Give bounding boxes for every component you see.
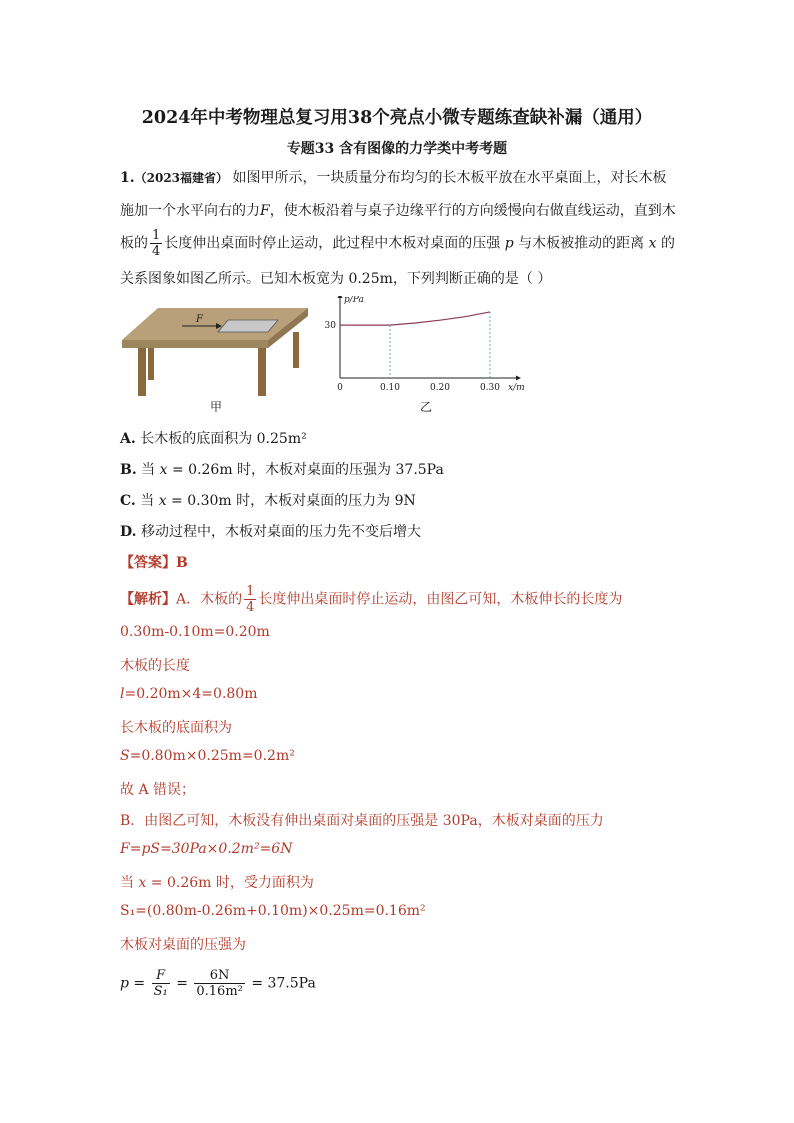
x-tick-label: 0.20 — [429, 383, 451, 393]
fraction-quarter: $\frac{1}{4}$ — [152, 228, 161, 259]
y-axis-arrow — [338, 296, 343, 298]
table-leg-front-left — [138, 348, 146, 396]
table-leg-back-right — [293, 332, 299, 368]
figure-yi-chart — [320, 296, 530, 396]
answer-line: 【答案】B — [120, 555, 188, 571]
y-axis-label: p/Pa — [344, 296, 364, 305]
analysis-calc-2: l=0.20m×4=0.80m — [120, 686, 258, 702]
x-axis-label: x/m — [508, 383, 525, 393]
figure-jia-caption: 甲 — [210, 400, 223, 414]
page-title: 2024年中考物理总复习用38个亮点小微专题练查缺补漏（通用） — [141, 108, 653, 128]
x-tick-label: 0.30 — [479, 383, 501, 393]
analysis-b-calc-1: F=pS=30Pa×0.2m²=6N — [120, 841, 293, 857]
figure-yi-caption: 乙 — [420, 400, 433, 414]
chart-axes — [325, 296, 525, 393]
analysis-fraction: $\frac{1}{4}$ — [246, 584, 255, 615]
table-leg-front-right — [258, 348, 266, 396]
option-b: B. 当 x = 0.26m 时，木板对桌面的压强为 37.5Pa — [120, 462, 444, 478]
option-c: C. 当 x = 0.30m 时，木板对桌面的压力为 9N — [120, 493, 416, 509]
analysis-b-text-1: B．由图乙可知，木板没有伸出桌面对桌面的压强是 30Pa，木板对桌面的压力 — [120, 813, 604, 829]
chart-marks — [340, 312, 490, 378]
analysis-text-2: 木板的长度 — [120, 658, 190, 674]
wooden-board — [218, 320, 278, 332]
x-axis-arrow — [516, 376, 521, 381]
force-label: F — [196, 314, 203, 325]
analysis-conclusion-a: 故 A 错误； — [120, 782, 196, 798]
series-line — [340, 312, 490, 325]
analysis-line-1: 【解析】A．木板的 $\frac{1}{4}$ 长度伸出桌面时停止运动，由图乙可知，木板伸长的长度为 — [120, 584, 623, 615]
analysis-calc-1: 0.30m-0.10m=0.20m — [120, 624, 270, 640]
x-tick-label: 0 — [337, 383, 343, 393]
question-text-1: 如图甲所示，一块质量分布均匀的长木板平放在水平桌面上，对长木板 — [232, 170, 667, 186]
analysis-b-text-2: 当 x = 0.26m 时，受力面积为 — [120, 875, 314, 891]
table-top-front-edge — [122, 340, 268, 348]
question-source: （2023福建省） — [134, 171, 229, 185]
question-line-4: 关系图象如图乙所示。已知木板宽为 0.25m，下列判断正确的是（ ） — [120, 271, 552, 287]
pressure-formula: p = $\frac{F}{\text{S₁}}$ = $\frac{6N}{\text{0.16m²}}$ = 37.5Pa — [120, 968, 316, 999]
analysis-text-3: 长木板的底面积为 — [120, 720, 232, 736]
question-number: 1. — [120, 170, 135, 186]
question-line-2: 施加一个水平向右的力F，使木板沿着与桌子边缘平行的方向缓慢向右做直线运动，直到木 — [120, 203, 676, 219]
option-a: A. 长木板的底面积为 0.25m² — [120, 431, 307, 447]
analysis-b-text-3: 木板对桌面的压强为 — [120, 937, 246, 953]
option-d: D. 移动过程中，木板对桌面的压力先不变后增大 — [120, 524, 421, 540]
formula-fraction-1: $\frac{F}{\text{S₁}}$ — [153, 968, 168, 999]
analysis-b-calc-2: S₁=(0.80m-0.26m+0.10m)×0.25m=0.16m² — [120, 903, 426, 919]
page-subtitle: 专题33 含有图像的力学类中考考题 — [286, 141, 508, 157]
y-tick-label: 30 — [324, 321, 336, 332]
analysis-calc-3: S=0.80m×0.25m=0.2m² — [120, 748, 295, 764]
question-line-3: 板的 $\frac{1}{4}$ 长度伸出桌面时停止运动，此过程中木板对桌面的压强 p 与木板被推动的距离 x 的 — [120, 228, 675, 259]
x-tick-label: 0.10 — [379, 383, 401, 393]
question-line-1 — [120, 167, 666, 187]
formula-fraction-2: $\frac{6N}{\text{0.16m²}}$ — [196, 968, 243, 999]
